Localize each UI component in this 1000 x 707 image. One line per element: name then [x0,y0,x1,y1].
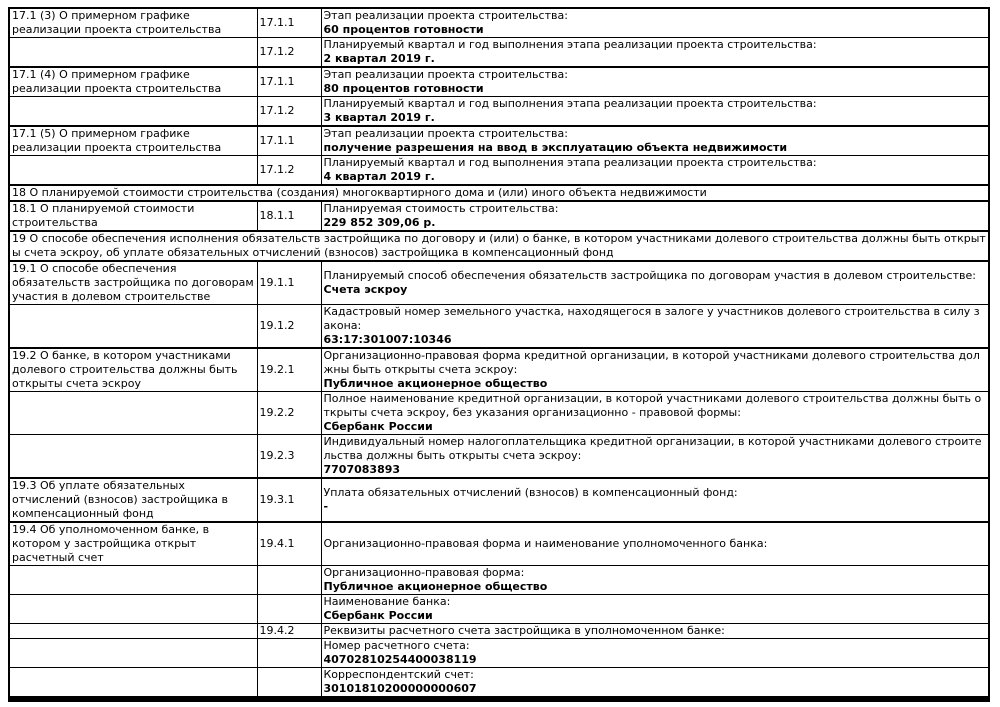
table-row [9,435,989,479]
table-row [9,97,989,127]
field-label: Кадастровый номер земельного участка, находящегося в залоге у участников долевого строительства в силу закона: [323,305,980,332]
field-value: Публичное акционерное общество [323,580,548,593]
section-header-row [9,231,989,261]
table-row [9,668,989,700]
field-value: 80 процентов готовности [323,82,484,95]
field-label: Уплата обязательных отчислений (взносов) в компенсационный фонд: [323,486,738,499]
row-content [321,156,989,186]
field-label: Этап реализации проекта строительства: [323,127,568,140]
row-content [321,639,989,668]
row-content [321,201,989,231]
row-content [321,392,989,435]
row-content [321,522,989,566]
field-value: 7707083893 [323,463,401,476]
field-value: Сбербанк России [323,609,433,622]
row-number: 19.3.1 [257,478,321,522]
field-label: Индивидуальный номер налогоплательщика кредитной организации, в которой участниками долевого строительства должны быть открыты счета эскроу: [323,435,982,462]
row-content [321,305,989,349]
field-value: 40702810254400038119 [323,653,477,666]
row-content [321,97,989,127]
row-number: 17.1.2 [257,97,321,127]
row-description [9,156,257,186]
row-number: 19.4.2 [257,624,321,639]
row-content [321,595,989,624]
table-row [9,305,989,349]
field-value: 30101810200000000607 [323,682,477,695]
field-label: Планируемый квартал и год выполнения этапа реализации проекта строительства: [323,97,817,110]
row-description: 19.4 Об уполномоченном банке, в котором у застройщика открыт расчетный счет [9,522,257,566]
row-number [257,595,321,624]
row-description [9,624,257,639]
field-value: 4 квартал 2019 г. [323,170,435,183]
row-content [321,67,989,97]
row-description: 19.1 О способе обеспечения обязательств застройщика по договорам участия в долевом строительстве [9,261,257,305]
field-value: Публичное акционерное общество [323,377,548,390]
table-row [9,201,989,231]
row-description [9,639,257,668]
field-label: Организационно-правовая форма: [323,566,525,579]
field-value: 63:17:301007:10346 [323,333,452,346]
row-content [321,566,989,595]
field-label: Номер расчетного счета: [323,639,470,652]
field-value: 60 процентов готовности [323,23,484,36]
field-value: Сбербанк России [323,420,433,433]
field-label: Планируемый способ обеспечения обязательств застройщика по договорам участия в долевом строительстве: [323,269,976,282]
table-body [9,8,989,699]
row-description [9,668,257,700]
table-row [9,595,989,624]
row-content [321,38,989,68]
row-number: 19.2.2 [257,392,321,435]
field-label: Организационно-правовая форма кредитной организации, в которой участниками долевого строительства должны быть открыты счета эскроу: [323,349,980,376]
field-label: Планируемый квартал и год выполнения этапа реализации проекта строительства: [323,38,817,51]
field-label: Планируемый квартал и год выполнения этапа реализации проекта строительства: [323,156,817,169]
row-content [321,261,989,305]
row-number: 19.2.1 [257,348,321,392]
row-number [257,566,321,595]
table-row [9,639,989,668]
field-label: Полное наименование кредитной организации, в которой участниками долевого строительства должны быть открыты счета эскроу, без указания организационно - правовой формы: [323,392,982,419]
row-number: 18.1.1 [257,201,321,231]
field-value: 229 852 309,06 р. [323,216,436,229]
row-description: 17.1 (4) О примерном графике реализации проекта строительства [9,67,257,97]
table-row [9,38,989,68]
table-row [9,624,989,639]
field-value: 3 квартал 2019 г. [323,111,435,124]
section-header-row [9,185,989,201]
field-value: получение разрешения на ввод в эксплуатацию объекта недвижимости [323,141,788,154]
row-content [321,435,989,479]
field-value: 2 квартал 2019 г. [323,52,435,65]
row-number: 17.1.1 [257,8,321,38]
field-label: Организационно-правовая форма и наименование уполномоченного банка: [323,537,768,550]
row-number: 19.1.1 [257,261,321,305]
row-content [321,126,989,156]
row-content [321,668,989,700]
row-content [321,624,989,639]
table-row [9,566,989,595]
field-label: Планируемая стоимость строительства: [323,202,559,215]
table-row [9,478,989,522]
row-description [9,392,257,435]
field-value: Счета эскроу [323,283,408,296]
section-text: 18 О планируемой стоимости строительства (создания) многоквартирного дома и (или) иного объекта недвижимости [9,185,989,201]
table-row [9,126,989,156]
row-description [9,566,257,595]
row-description [9,38,257,68]
section-text: 19 О способе обеспечения исполнения обязательств застройщика по договору и (или) о банке, в котором участниками долевого строительства должны быть открыты счета эскроу, об уплате обязательных отчислений (взносов) застройщика в компенсационный фонд [9,231,989,261]
table-row [9,8,989,38]
row-number: 19.2.3 [257,435,321,479]
row-number: 19.1.2 [257,305,321,349]
row-number [257,639,321,668]
row-number: 17.1.1 [257,126,321,156]
row-content [321,8,989,38]
row-content [321,348,989,392]
table-row [9,67,989,97]
row-content [321,478,989,522]
row-description [9,305,257,349]
row-description: 17.1 (3) О примерном графике реализации проекта строительства [9,8,257,38]
table-row [9,348,989,392]
field-label: Наименование банка: [323,595,451,608]
field-label: Корреспондентский счет: [323,668,474,681]
row-description: 18.1 О планируемой стоимости строительства [9,201,257,231]
row-number: 17.1.2 [257,156,321,186]
table-row [9,522,989,566]
row-description [9,595,257,624]
row-number [257,668,321,700]
row-description [9,435,257,479]
field-label: Этап реализации проекта строительства: [323,68,568,81]
row-description: 19.2 О банке, в котором участниками долевого строительства должны быть открыты счета эскроу [9,348,257,392]
field-label: Этап реализации проекта строительства: [323,9,568,22]
row-number: 17.1.2 [257,38,321,68]
field-label: Реквизиты расчетного счета застройщика в уполномоченном банке: [323,624,725,637]
row-number: 17.1.1 [257,67,321,97]
row-description [9,97,257,127]
table-row [9,156,989,186]
row-description: 17.1 (5) О примерном графике реализации проекта строительства [9,126,257,156]
declaration-table [8,7,990,702]
field-value: - [323,500,329,513]
table-row [9,392,989,435]
row-number: 19.4.1 [257,522,321,566]
row-description: 19.3 Об уплате обязательных отчислений (взносов) застройщика в компенсационный фонд [9,478,257,522]
table-row [9,261,989,305]
